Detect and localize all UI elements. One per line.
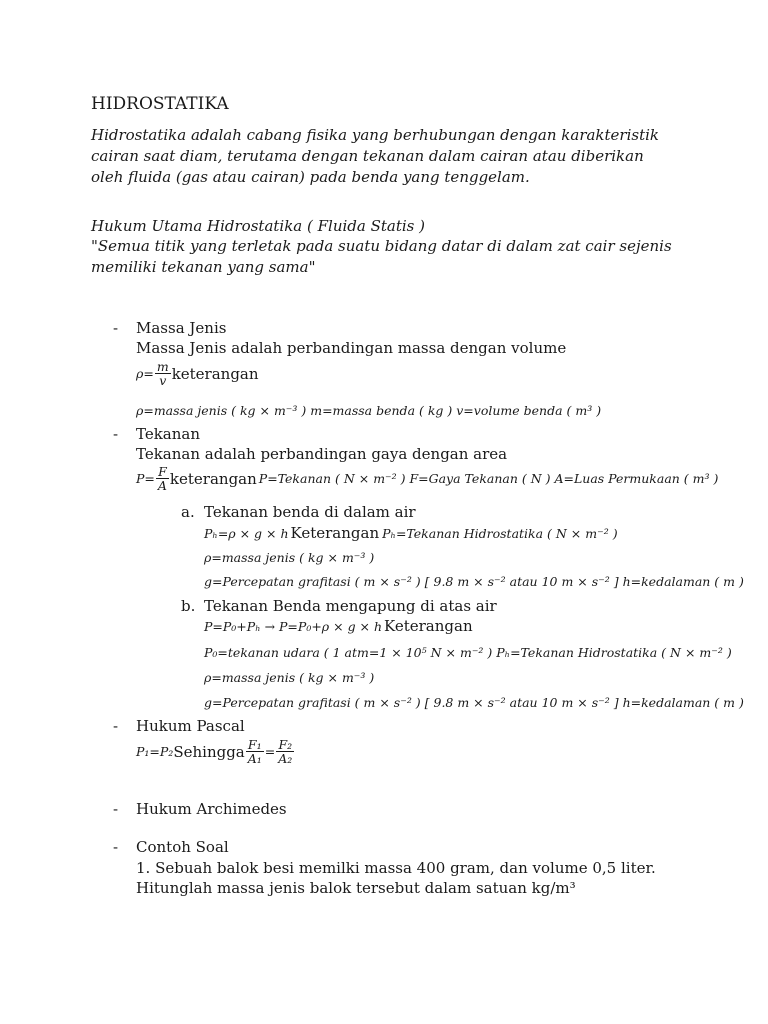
fraction	[156, 465, 169, 492]
archimedes-label: Hukum Archimedes	[136, 800, 287, 818]
keterangan-label: keterangan	[171, 364, 259, 383]
contoh-question-line-2: Hitunglah massa jenis balok tersebut dalam satuan kg/m³	[136, 879, 576, 897]
tekanan-desc: Tekanan adalah perbandingan gaya dengan area	[136, 445, 508, 463]
massa-jenis-label: Massa Jenis	[136, 319, 227, 337]
sub-a-legend-3: g=Percepatan grafitasi ( m × s⁻² ) [ 9.8 m × s⁻² atau 10 m × s⁻² ] h=kedalaman ( m )	[204, 574, 744, 589]
fraction-f2-a2	[276, 738, 294, 765]
formula-lhs: ρ=	[136, 366, 154, 382]
sub-b-label: Tekanan Benda mengapung di atas air	[204, 597, 497, 615]
fraction-f1-a1	[246, 738, 264, 765]
tekanan-formula	[136, 465, 718, 492]
fraction-denominator: A	[157, 478, 167, 494]
sub-b-legend-1: P₀=tekanan udara ( 1 atm=1 × 10⁵ N × m⁻² ) Pₕ=Tekanan Hidrostatika ( N × m⁻² )	[204, 645, 732, 660]
keterangan-label: Keterangan	[384, 617, 473, 635]
sub-b-legend-3: g=Percepatan grafitasi ( m × s⁻² ) [ 9.8 m × s⁻² atau 10 m × s⁻² ] h=kedalaman ( m )	[204, 695, 744, 710]
bullet-dash: -	[113, 425, 119, 443]
formula-lhs: P=	[136, 471, 155, 487]
fraction-denominator: v	[159, 373, 167, 389]
tekanan-legend: P=Tekanan ( N × m⁻² ) F=Gaya Tekanan ( N ) A=Luas Permukaan ( m³ )	[258, 471, 719, 487]
contoh-label: Contoh Soal	[136, 838, 229, 856]
sub-a-label: Tekanan benda di dalam air	[204, 503, 416, 521]
doc-title: HIDROSTATIKA	[91, 94, 229, 114]
tekanan-label: Tekanan	[136, 425, 201, 443]
massa-jenis-formula	[136, 360, 259, 387]
sehingga-label: Sehingga	[173, 742, 245, 761]
bullet-dash: -	[113, 838, 119, 856]
fraction-denominator: A₁	[247, 751, 262, 767]
fraction	[155, 360, 171, 387]
sub-a-legend-2: ρ=massa jenis ( kg × m⁻³ )	[204, 550, 375, 565]
massa-jenis-desc: Massa Jenis adalah perbandingan massa dengan volume	[136, 339, 567, 357]
contoh-question-line-1: 1. Sebuah balok besi memilki massa 400 gram, dan volume 0,5 liter.	[136, 859, 656, 877]
fraction-numerator: F₂	[278, 737, 293, 752]
massa-jenis-legend: ρ=massa jenis ( kg × m⁻³ ) m=massa benda ( kg ) v=volume benda ( m³ )	[136, 403, 602, 418]
sub-b-formula: P=P₀+Pₕ → P=P₀+ρ × g × h	[204, 619, 383, 634]
pascal-formula	[136, 738, 295, 765]
equals-sign: =	[264, 744, 276, 760]
bullet-dash: -	[113, 717, 119, 735]
intro-line-1: Hidrostatika adalah cabang fisika yang berhubungan dengan karakteristik	[91, 126, 660, 144]
keterangan-label: Keterangan	[290, 524, 380, 542]
keterangan-label: keterangan	[169, 469, 257, 488]
bullet-dash: -	[113, 800, 119, 818]
pascal-label: Hukum Pascal	[136, 717, 245, 735]
pascal-lhs: P₁=P₂	[136, 744, 174, 760]
law-heading: Hukum Utama Hidrostatika ( Fluida Statis )	[91, 217, 425, 235]
sub-a-marker: a.	[181, 503, 195, 521]
fraction-numerator: F₁	[247, 737, 262, 752]
bullet-dash: -	[113, 319, 119, 337]
sub-a-legend-1: Pₕ=Tekanan Hidrostatika ( N × m⁻² )	[382, 526, 618, 541]
sub-a-formula-row	[204, 524, 618, 542]
sub-b-marker: b.	[181, 597, 196, 615]
fraction-numerator: m	[156, 359, 169, 374]
intro-line-3: oleh fluida (gas atau cairan) pada benda yang tenggelam.	[91, 168, 530, 186]
fraction-numerator: F	[158, 464, 167, 479]
intro-line-2: cairan saat diam, terutama dengan tekanan dalam cairan atau diberikan	[91, 147, 644, 165]
law-text-line-1: "Semua titik yang terletak pada suatu bidang datar di dalam zat cair sejenis	[91, 237, 672, 255]
law-text-line-2: memiliki tekanan yang sama"	[91, 258, 316, 276]
sub-a-formula: Pₕ=ρ × g × h	[204, 526, 289, 541]
fraction-denominator: A₂	[278, 751, 293, 767]
sub-b-formula-row	[204, 617, 473, 635]
sub-b-legend-2: ρ=massa jenis ( kg × m⁻³ )	[204, 670, 375, 685]
